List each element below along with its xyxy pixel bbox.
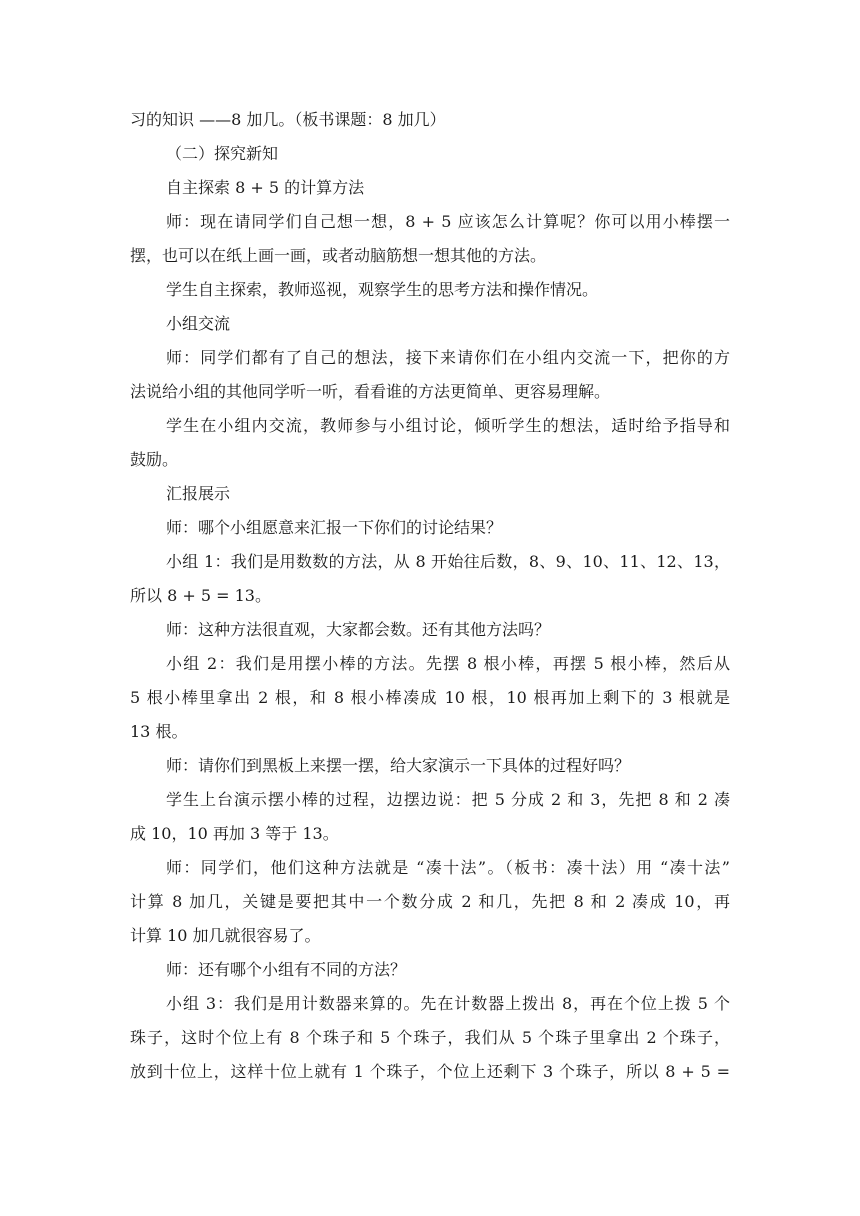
paragraph-line: 师：还有哪个小组有不同的方法？ [166,960,407,979]
paragraph-line: 摆，也可以在纸上画一画，或者动脑筋想一想其他的方法。 [130,246,547,265]
paragraph-line: 汇报展示 [166,484,231,503]
paragraph-line: 师：哪个小组愿意来汇报一下你们的讨论结果？ [166,518,503,537]
paragraph-line: 师：这种方法很直观，大家都会数。还有其他方法吗？ [166,620,551,639]
paragraph-line: 学生上台演示摆小棒的过程，边摆边说：把 5 分成 2 和 3，先把 8 和 2 凑 [166,790,730,809]
paragraph-line: 放到十位上，这样十位上就有 1 个珠子，个位上还剩下 3 个珠子，所以 8 + 5 = [130,1062,730,1081]
paragraph-line: 小组交流 [166,314,231,333]
paragraph-line: 小组 2：我们是用摆小棒的方法。先摆 8 根小棒，再摆 5 根小棒，然后从 [166,654,730,673]
paragraph-line: 小组 3：我们是用计数器来算的。先在计数器上拨出 8，再在个位上拨 5 个 [166,994,730,1013]
paragraph-line: 5 根小棒里拿出 2 根，和 8 根小棒凑成 10 根，10 根再加上剩下的 3 根就是 [130,688,730,707]
paragraph-line: 所以 8 + 5 = 13。 [130,586,271,605]
paragraph-line: 计算 8 加几，关键是要把其中一个数分成 2 和几，先把 8 和 2 凑成 10，再 [130,892,730,911]
paragraph-line: 珠子，这时个位上有 8 个珠子和 5 个珠子，我们从 5 个珠子里拿出 2 个珠子， [130,1028,730,1047]
paragraph-line: （二）探究新知 [166,144,279,163]
paragraph-line: 成 10，10 再加 3 等于 13。 [130,824,339,843]
paragraph-line: 计算 10 加几就很容易了。 [130,926,321,945]
document-body [130,103,730,1089]
paragraph-line: 习的知识 ——8 加几。（板书课题：8 加几） [130,110,446,129]
paragraph-line: 学生在小组内交流，教师参与小组讨论，倾听学生的想法，适时给予指导和 [166,416,730,435]
paragraph-line: 师：同学们都有了自己的想法，接下来请你们在小组内交流一下，把你的方 [166,348,730,367]
paragraph-line: 鼓励。 [130,450,179,469]
paragraph-line: 师：同学们，他们这种方法就是 “凑十法”。（板书：凑十法）用 “凑十法” [166,858,730,877]
paragraph-line: 法说给小组的其他同学听一听，看看谁的方法更简单、更容易理解。 [130,382,611,401]
paragraph-line: 小组 1：我们是用数数的方法，从 8 开始往后数，8、9、10、11、12、13， [166,552,730,571]
paragraph-line: 学生自主探索，教师巡视，观察学生的思考方法和操作情况。 [166,280,599,299]
paragraph-line: 师：请你们到黑板上来摆一摆，给大家演示一下具体的过程好吗？ [166,756,631,775]
paragraph-line: 师：现在请同学们自己想一想，8 + 5 应该怎么计算呢？你可以用小棒摆一 [166,212,730,231]
paragraph-line: 自主探索 8 + 5 的计算方法 [166,178,365,197]
paragraph-line: 13 根。 [130,722,188,741]
